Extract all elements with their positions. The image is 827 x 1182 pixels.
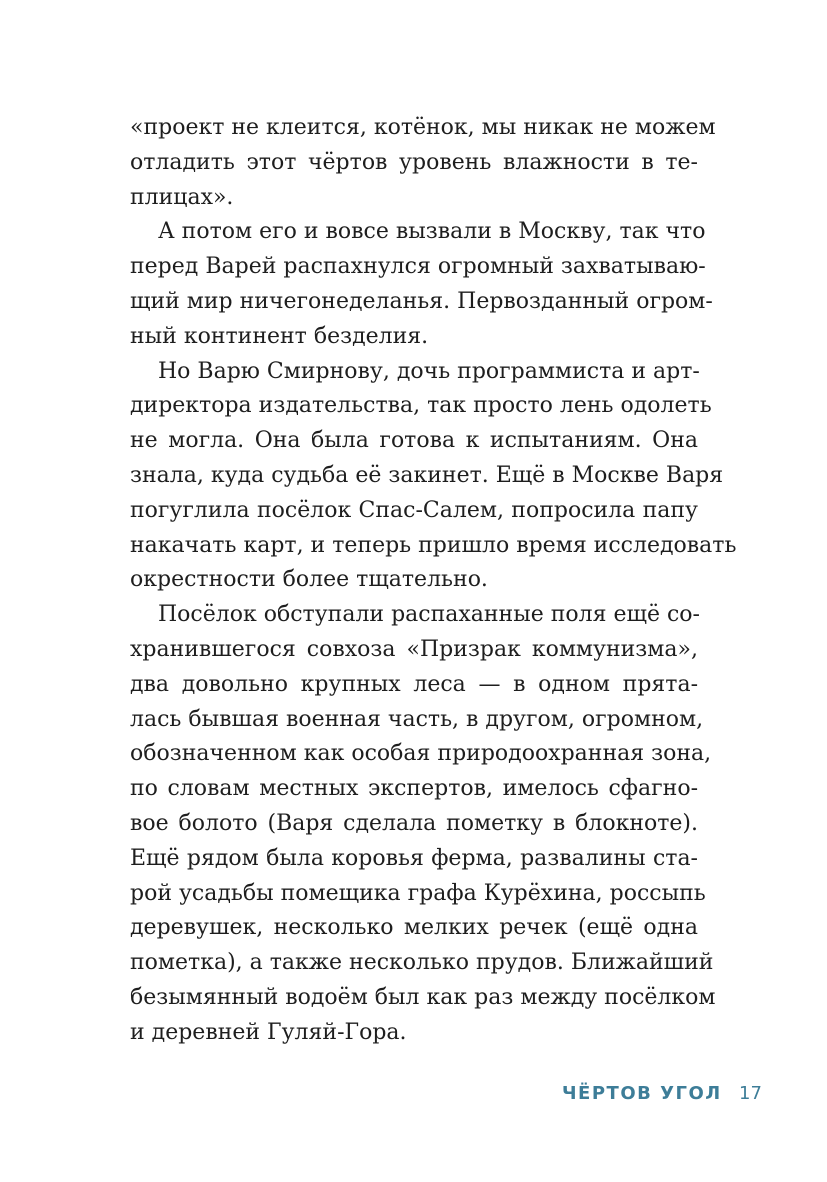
page-footer: [0, 1083, 827, 1113]
text-line: Посёлок обступали распаханные поля ещё со-: [158, 602, 700, 628]
text-line: безымянный водоём был как раз между посёлком: [130, 984, 716, 1010]
text-line: погуглила посёлок Спас-Салем, попросила папу: [130, 497, 698, 523]
text-line: накачать карт, и теперь пришло время исследовать: [130, 532, 737, 558]
text-line: обозначенном как особая природоохранная зона,: [130, 741, 712, 767]
text-line: деревушек, несколько мелких речек (ещё одна: [130, 915, 698, 941]
text-line: не могла. Она была готова к испытаниям. Она: [130, 428, 698, 454]
text-line-part: два довольно крупных леса — в одном прята-: [130, 671, 698, 697]
text-line: А потом его и вовсе вызвали в Москву, так что: [158, 219, 706, 245]
text-line: отладить этот чёртов уровень влажности в те-: [130, 149, 698, 175]
text-line: перед Варей распахнулся огромный захватываю-: [130, 254, 706, 280]
text-line: щий мир ничегонеделанья. Первозданный огром-: [130, 288, 713, 314]
text-line: лась бывшая военная часть, в другом, огромном,: [130, 706, 704, 732]
text-line: и деревней Гуляй-Гора.: [130, 1019, 407, 1045]
text-line: пометка), а также несколько прудов. Ближайший: [130, 950, 714, 976]
running-title: ЧЁРТОВ УГОЛ: [562, 1083, 722, 1104]
text-line: «проект не клеится, котёнок, мы никак не можем: [130, 115, 716, 140]
text-line: окрестности более тщательно.: [130, 567, 488, 593]
text-line: рой усадьбы помещика графа Курёхина, россыпь: [130, 880, 706, 906]
text-line: вое болото (Варя сделала пометку в блокноте).: [130, 810, 698, 836]
body-text: [130, 111, 737, 1051]
text-line: знала, куда судьба её закинет. Ещё в Москве Варя: [130, 462, 724, 488]
text-line: плицах».: [130, 184, 234, 210]
page-number: 17: [739, 1083, 762, 1104]
text-line: ный континент безделия.: [130, 323, 429, 349]
text-line: хранившегося совхоза «Призрак коммунизма»,: [130, 636, 698, 662]
text-line: по словам местных экспертов, имелось сфагно-: [130, 776, 698, 802]
text-line: директора издательства, так просто лень одолеть: [130, 393, 712, 419]
text-line: Ещё рядом была коровья ферма, развалины ста-: [130, 845, 698, 871]
text-line: [130, 668, 698, 703]
text-line: Но Варю Смирнову, дочь программиста и арт-: [158, 358, 700, 384]
